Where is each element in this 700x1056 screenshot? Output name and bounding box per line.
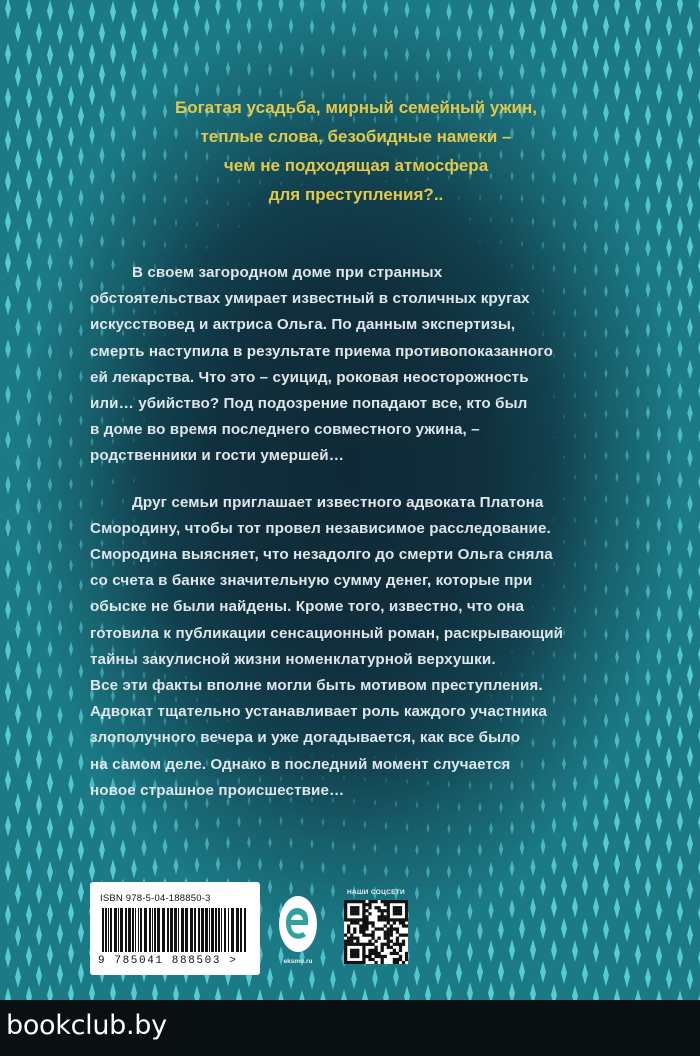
text-line: в доме во время последнего совместного ужина, – — [90, 421, 480, 439]
watermark-text: bookclub.by — [6, 1010, 167, 1041]
barcode-label — [90, 882, 260, 975]
text-line: Все эти факты вполне могли быть мотивом преступления. — [90, 677, 543, 695]
isbn-text: ISBN 978-5-04-188850-3 — [100, 893, 211, 904]
text-line: или… убийство? Под подозрение попадают все, кто был — [90, 395, 528, 413]
text-line: на самом деле. Однако в последний момент случается — [90, 755, 511, 773]
text-line: Смородина выясняет, что незадолго до смерти Ольга сняла — [90, 546, 553, 564]
tagline-line: Богатая усадьба, мирный семейный ужин, — [174, 98, 537, 117]
text-line: Друг семьи приглашает известного адвоката Платона — [132, 493, 544, 511]
text-line: тайны закулисной жизни номенклатурной верхушки. — [90, 650, 496, 668]
text-line: искусствовед и актриса Ольга. По данным экспертизы, — [90, 316, 516, 334]
text-line: Смородину, чтобы тот провел независимое расследование. — [90, 519, 551, 537]
text-line: готовила к публикации сенсационный роман, раскрывающий — [90, 624, 564, 642]
text-line: смерть наступила в результате приема противопоказанного — [90, 342, 553, 360]
tagline — [96, 93, 616, 209]
text-line: ей лекарства. Что это – суицид, роковая неосторожность — [90, 368, 529, 386]
text-line: обыске не были найдены. Кроме того, известно, что она — [90, 598, 525, 616]
text-line: Адвокат тщательно устанавливает роль каждого участника — [90, 703, 548, 721]
text-line: новое страшное происшествие… — [90, 781, 345, 799]
barcode-number: 9 785041 888503 > — [98, 955, 238, 967]
description-text — [90, 260, 620, 824]
barcode-icon — [100, 908, 250, 954]
text-line: В своем загородном доме при странных — [132, 264, 443, 281]
eksmo-logo-icon — [278, 895, 318, 953]
publisher-site: eksmo.ru — [283, 958, 313, 965]
qr-code-icon[interactable] — [344, 900, 408, 964]
tagline-line: теплые слова, безобидные намеки – — [200, 127, 512, 146]
qr-label: НАШИ СОЦСЕТИ — [346, 889, 405, 896]
tagline-line: чем не подходящая атмосфера — [223, 156, 489, 175]
tagline-line: для преступления?.. — [268, 185, 444, 204]
text-line: родственники и гости умершей… — [90, 447, 345, 465]
text-line: злополучного вечера и уже догадывается, как все было — [90, 729, 521, 747]
description-paragraph-1 — [90, 260, 620, 470]
text-line: со счета в банке значительную сумму денег, которые при — [90, 572, 533, 590]
description-paragraph-2 — [90, 490, 620, 804]
text-line: обстоятельствах умирает известный в столичных кругах — [90, 290, 530, 308]
